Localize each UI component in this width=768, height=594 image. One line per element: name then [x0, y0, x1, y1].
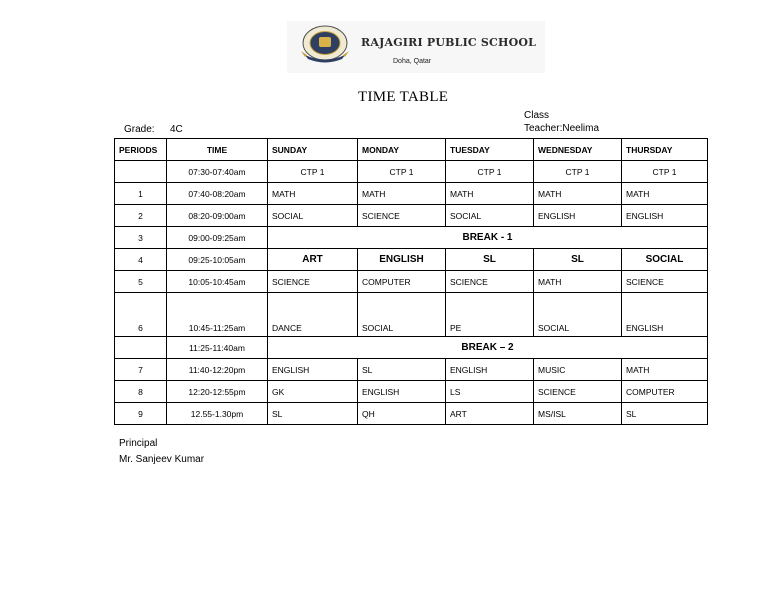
- table-row: [115, 205, 708, 227]
- subject-cell: SOCIAL: [358, 293, 446, 337]
- table-row: [115, 271, 708, 293]
- subject-cell: PE: [446, 293, 534, 337]
- column-header: PERIODS: [115, 139, 167, 161]
- header-row: [115, 139, 708, 161]
- period-cell: 2: [115, 205, 167, 227]
- school-city: Doha, Qatar: [393, 58, 432, 65]
- subject-cell: CTP 1: [534, 161, 622, 183]
- subject-cell: MATH: [622, 183, 708, 205]
- school-name: RAJAGIRI PUBLIC SCHOOL: [361, 36, 537, 49]
- period-cell: [115, 337, 167, 359]
- time-cell: 09:25-10:05am: [167, 249, 268, 271]
- column-header: WEDNESDAY: [534, 139, 622, 161]
- break-label: BREAK – 2: [268, 337, 708, 359]
- subject-cell: SL: [534, 249, 622, 271]
- subject-cell: MATH: [446, 183, 534, 205]
- column-header: THURSDAY: [622, 139, 708, 161]
- table-row: [115, 293, 708, 337]
- class-label: Class: [524, 110, 550, 121]
- school-crest-icon: [297, 24, 353, 64]
- subject-cell: DANCE: [268, 293, 358, 337]
- subject-cell: COMPUTER: [622, 381, 708, 403]
- subject-cell: SL: [268, 403, 358, 425]
- subject-cell: SCIENCE: [534, 381, 622, 403]
- period-cell: [115, 161, 167, 183]
- subject-cell: SL: [446, 249, 534, 271]
- subject-cell: SOCIAL: [622, 249, 708, 271]
- time-cell: 12:20-12:55pm: [167, 381, 268, 403]
- period-cell: 8: [115, 381, 167, 403]
- time-cell: 07:30-07:40am: [167, 161, 268, 183]
- time-cell: 10:05-10:45am: [167, 271, 268, 293]
- period-cell: 1: [115, 183, 167, 205]
- subject-cell: SL: [358, 359, 446, 381]
- subject-cell: MATH: [534, 271, 622, 293]
- table-row: [115, 359, 708, 381]
- subject-cell: SOCIAL: [534, 293, 622, 337]
- subject-cell: SOCIAL: [446, 205, 534, 227]
- period-cell: 7: [115, 359, 167, 381]
- teacher-label: Teacher:Neelima: [524, 123, 600, 134]
- time-cell: 12.55-1.30pm: [167, 403, 268, 425]
- subject-cell: SCIENCE: [446, 271, 534, 293]
- subject-cell: MATH: [358, 183, 446, 205]
- grade-label: Grade:: [124, 124, 155, 135]
- subject-cell: MATH: [268, 183, 358, 205]
- subject-cell: ENGLISH: [622, 205, 708, 227]
- column-header: TIME: [167, 139, 268, 161]
- grade-value: 4C: [170, 124, 183, 135]
- column-header: MONDAY: [358, 139, 446, 161]
- break-row: [115, 337, 708, 359]
- subject-cell: LS: [446, 381, 534, 403]
- subject-cell: CTP 1: [446, 161, 534, 183]
- subject-cell: ENGLISH: [268, 359, 358, 381]
- subject-cell: SCIENCE: [268, 271, 358, 293]
- subject-cell: ART: [446, 403, 534, 425]
- time-cell: 07:40-08:20am: [167, 183, 268, 205]
- subject-cell: MUSIC: [534, 359, 622, 381]
- subject-cell: ENGLISH: [358, 381, 446, 403]
- column-header: SUNDAY: [268, 139, 358, 161]
- principal-name: Mr. Sanjeev Kumar: [119, 454, 205, 465]
- period-cell: 9: [115, 403, 167, 425]
- subject-cell: CTP 1: [358, 161, 446, 183]
- subject-cell: MS/ISL: [534, 403, 622, 425]
- subject-cell: ENGLISH: [446, 359, 534, 381]
- subject-cell: COMPUTER: [358, 271, 446, 293]
- subject-cell: SOCIAL: [268, 205, 358, 227]
- time-cell: 09:00-09:25am: [167, 227, 268, 249]
- time-cell: 08:20-09:00am: [167, 205, 268, 227]
- subject-cell: QH: [358, 403, 446, 425]
- subject-cell: ART: [268, 249, 358, 271]
- break-row: [115, 227, 708, 249]
- period-cell: 5: [115, 271, 167, 293]
- break-label: BREAK - 1: [268, 227, 708, 249]
- time-cell: 11:40-12:20pm: [167, 359, 268, 381]
- page-title: TIME TABLE: [358, 89, 449, 105]
- subject-cell: GK: [268, 381, 358, 403]
- column-header: TUESDAY: [446, 139, 534, 161]
- table-row: [115, 403, 708, 425]
- subject-cell: ENGLISH: [358, 249, 446, 271]
- time-cell: 10:45-11:25am: [167, 293, 268, 337]
- time-cell: 11:25-11:40am: [167, 337, 268, 359]
- timetable: [114, 138, 708, 425]
- subject-cell: MATH: [622, 359, 708, 381]
- subject-cell: CTP 1: [268, 161, 358, 183]
- period-cell: 4: [115, 249, 167, 271]
- table-row: [115, 183, 708, 205]
- table-row: [115, 249, 708, 271]
- table-row: [115, 161, 708, 183]
- period-cell: 3: [115, 227, 167, 249]
- subject-cell: SCIENCE: [358, 205, 446, 227]
- subject-cell: ENGLISH: [534, 205, 622, 227]
- subject-cell: CTP 1: [622, 161, 708, 183]
- period-cell: 6: [115, 293, 167, 337]
- principal-title: Principal: [119, 438, 158, 449]
- subject-cell: SCIENCE: [622, 271, 708, 293]
- table-row: [115, 381, 708, 403]
- subject-cell: MATH: [534, 183, 622, 205]
- subject-cell: ENGLISH: [622, 293, 708, 337]
- subject-cell: SL: [622, 403, 708, 425]
